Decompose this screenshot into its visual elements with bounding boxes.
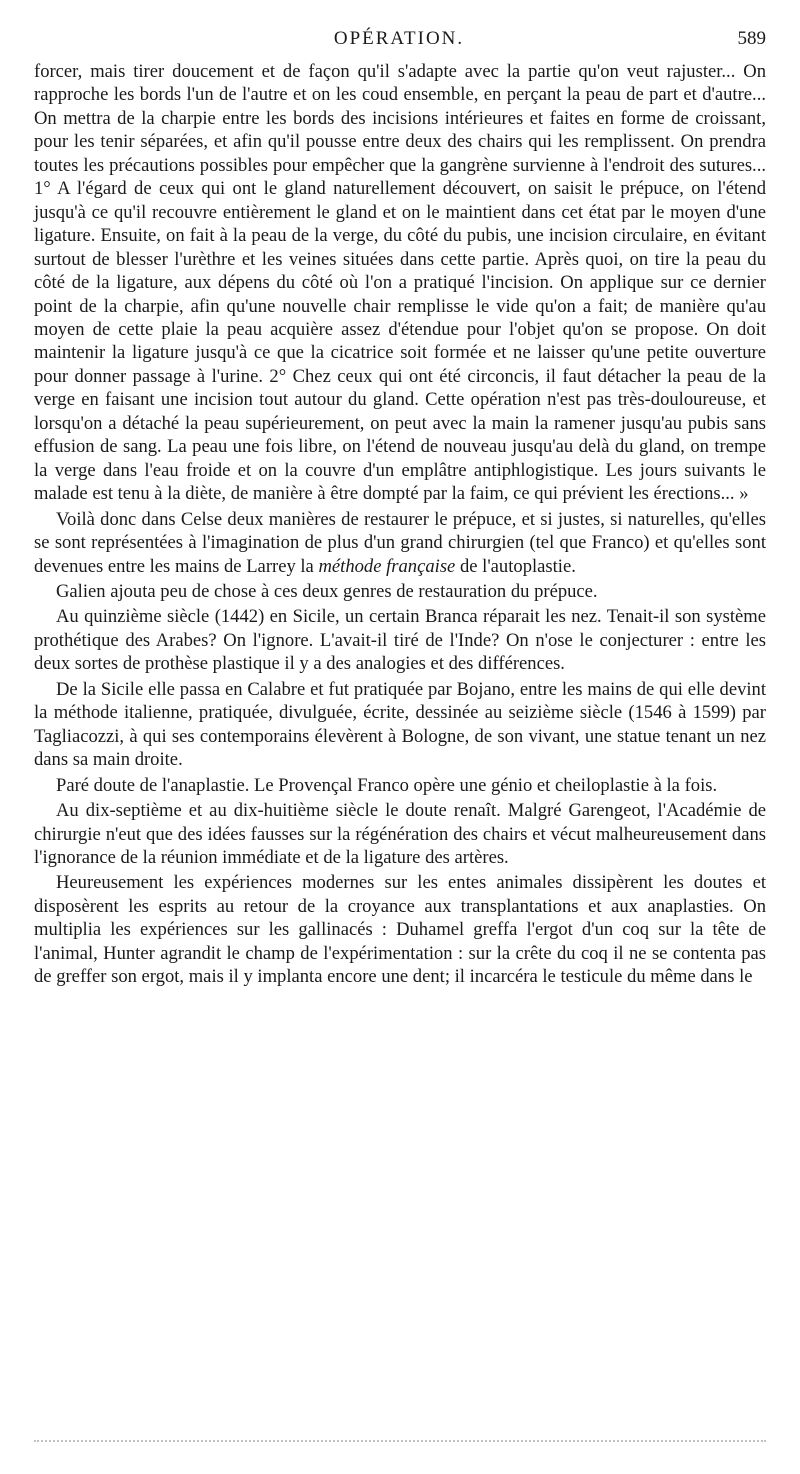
paragraph-sicile: De la Sicile elle passa en Calabre et fut pratiquée par Bojano, entre les mains de qui elle devint la méthode italienne, pratiquée, divulguée, écrite, dessinée au seizième siècle (1546 à 1599) par Tagliacozzi, à qui ses contemporains élevèrent à Bologne, de son vivant, une statue tenant un nez dans sa main droite. [34, 678, 766, 771]
paragraph-celse-end: de l'autoplastie. [455, 555, 576, 577]
paragraph-galien: Galien ajouta peu de chose à ces deux genres de restauration du prépuce. [56, 580, 598, 602]
paragraph-pare: Paré doute de l'anaplastie. Le Provençal Franco opère une génio et cheiloplastie à la fois. [56, 774, 718, 796]
paragraph-celse [34, 508, 766, 578]
paragraph-quinzieme-siecle: Au quinzième siècle (1442) en Sicile, un certain Branca réparait les nez. Tenait-il son système prothétique des Arabes? On l'ignore. L'avait-il tiré de l'Inde? On n'ose le conjecturer : entre les deux sortes de prothèse plastique il y a des analogies et des différences. [34, 606, 766, 675]
footer-rule [34, 1440, 766, 1444]
paragraph-dix-septieme: Au dix-septième et au dix-huitième siècle le doute renaît. Malgré Garengeot, l'Académie de chirurgie n'eut que des idées fausses sur la régénération des chairs et vécut malheureusement dans l'ignorance de la réunion immédiate et de la ligature des artères. [34, 800, 766, 868]
body-text [34, 60, 766, 989]
running-title: OPÉRATION. [333, 28, 465, 49]
page-number: 589 [737, 28, 766, 49]
page-header [32, 26, 766, 52]
paragraph-heureusement: Heureusement les expériences modernes sur les entes animales dissipèrent les doutes et disposèrent les esprits au retour de la croyance aux transplantations et aux anaplasties. On multiplia les expériences sur les gallinacés : Duhamel greffa l'ergot d'un coq sur la tête de l'animal, Hunter agrandit le champ de l'expérimentation : sur la crête du coq il ne se contenta pas de greffer son ergot, mais il y implanta encore une dent; il incarcéra le testicule du même dans le [34, 872, 766, 988]
paragraph-quote-continuation: forcer, mais tirer doucement et de façon qu'il s'adapte avec la partie qu'on veut rajuster... On rapproche les bords l'un de l'autre et on les coud ensemble, en perçant la peau de part et d'autre... On mettra de la charpie entre les bords des incisions intérieures et faites en forme de croissant, pour les tenir séparées, et afin qu'il pousse entre deux des chairs qui les remplissent. On prendra toutes les précautions possibles pour empêcher que la gangrène survienne à l'endroit des sutures... 1° A l'égard de ceux qui ont le gland naturellement découvert, on saisit le prépuce, on l'étend jusqu'à ce qu'il recouvre entièrement le gland et on le maintient dans cet état par le moyen d'une ligature. Ensuite, on fait à la peau de la verge, du côté du pubis, une incision circulaire, en évitant surtout de blesser l'urèthre et les veines situées dans cette partie. Après quoi, on tire la peau du côté de la ligature, aux dépens du côté où l'on a pratiqué l'incision. On applique sur ce dernier point de la charpie, afin qu'une nouvelle chair remplisse le vide qu'on a fait; de manière qu'au moyen de cette plaie la peau acquière assez d'étendue pour l'objet qu'on se propose. On doit maintenir la ligature jusqu'à ce que la cicatrice soit formée et ne laisser qu'une petite ouverture pour donner passage à l'urine. 2° Chez ceux qui ont été circoncis, il faut détacher la peau de la verge en faisant une incision tout autour du gland. Cette opération n'est pas très-douloureuse, et lorsqu'on a détaché la peau supérieurement, on peut avec la main la ramener jusqu'au pubis sans effusion de sang. La peau une fois libre, on l'étend de nouveau jusqu'au delà du gland, on trempe la verge dans l'eau froide et on la couvre d'un emplâtre antiphlogistique. Les jours suivants le malade est tenu à la diète, de manière à être dompté par la faim, ce qui prévient les érections... » [34, 61, 766, 505]
italic-methode-francaise: méthode française [318, 555, 456, 577]
paragraph-celse-text: Voilà donc dans Celse deux manières de restaurer le prépuce, et si justes, si naturelles, qu'elles se sont représentées à l'imagination de plus d'un grand chirurgien (tel que Franco) et qu'elles sont devenues entre les mains de Larrey la [34, 508, 766, 577]
